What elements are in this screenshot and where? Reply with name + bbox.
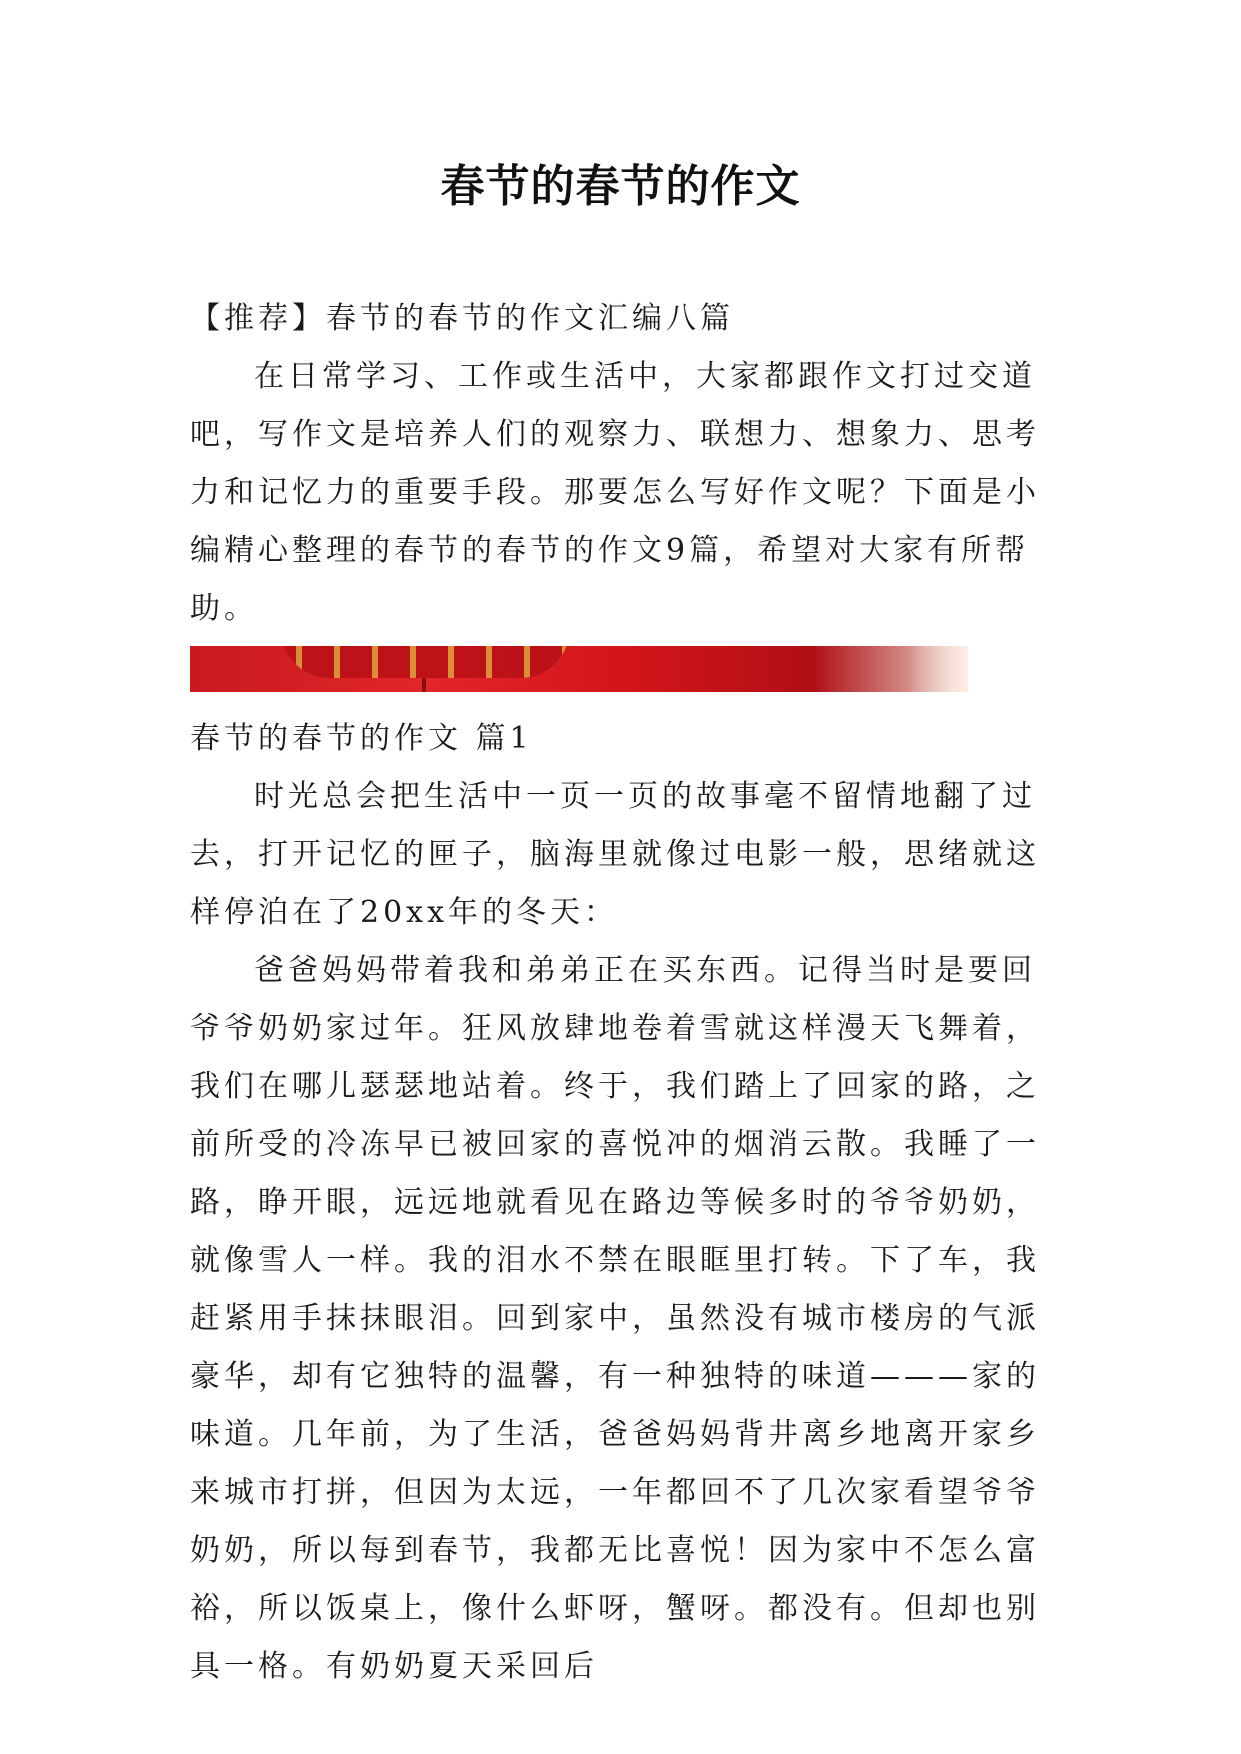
body-paragraph: 爸爸妈妈带着我和弟弟正在买东西。记得当时是要回爷爷奶奶家过年。狂风放肆地卷着雪就这样漫天飞舞着，我们在哪儿瑟瑟地站着。终于，我们踏上了回家的路，之前所受的冷冻早已被回家的喜悦冲的烟消云散。我睡了一路，睁开眼，远远地就看见在路边等候多时的爷爷奶奶，就像雪人一样。我的泪水不禁在眼眶里打转。下了车，我赶紧用手抹抹眼泪。回到家中，虽然没有城市楼房的气派豪华，却有它独特的温馨，有一种独特的味道———家的味道。几年前，为了生活，爸爸妈妈背井离乡地离开家乡来城市打拼，但因为太远，一年都回不了几次家看望爷爷奶奶，所以每到春节，我都无比喜悦！因为家中不怎么富裕，所以饭桌上，像什么虾呀，蟹呀。都没有。但却也别具一格。有奶奶夏天采回后 (190, 953, 1040, 1684)
intro-paragraph: 在日常学习、工作或生活中，大家都跟作文打过交道吧，写作文是培养人们的观察力、联想力、想象力、思考力和记忆力的重要手段。那要怎么写好作文呢？下面是小编精心整理的春节的春节的作文9篇，希望对大家有所帮助。 (190, 359, 1040, 626)
document-title: 春节的春节的作文 (440, 161, 801, 212)
body-paragraph: 时光总会把生活中一页一页的故事毫不留情地翻了过去，打开记忆的匣子，脑海里就像过电影一般，思绪就这样停泊在了20xx年的冬天： (190, 779, 1040, 930)
document-body (190, 290, 1050, 1696)
section-heading: 春节的春节的作文 篇1 (190, 721, 533, 756)
recommend-line: 【推荐】春节的春节的作文汇编八篇 (190, 301, 734, 336)
banner-edge-glow (908, 646, 968, 692)
lantern-decoration (280, 646, 570, 678)
spring-festival-banner-image (190, 646, 968, 692)
lantern-tassel (422, 678, 426, 692)
